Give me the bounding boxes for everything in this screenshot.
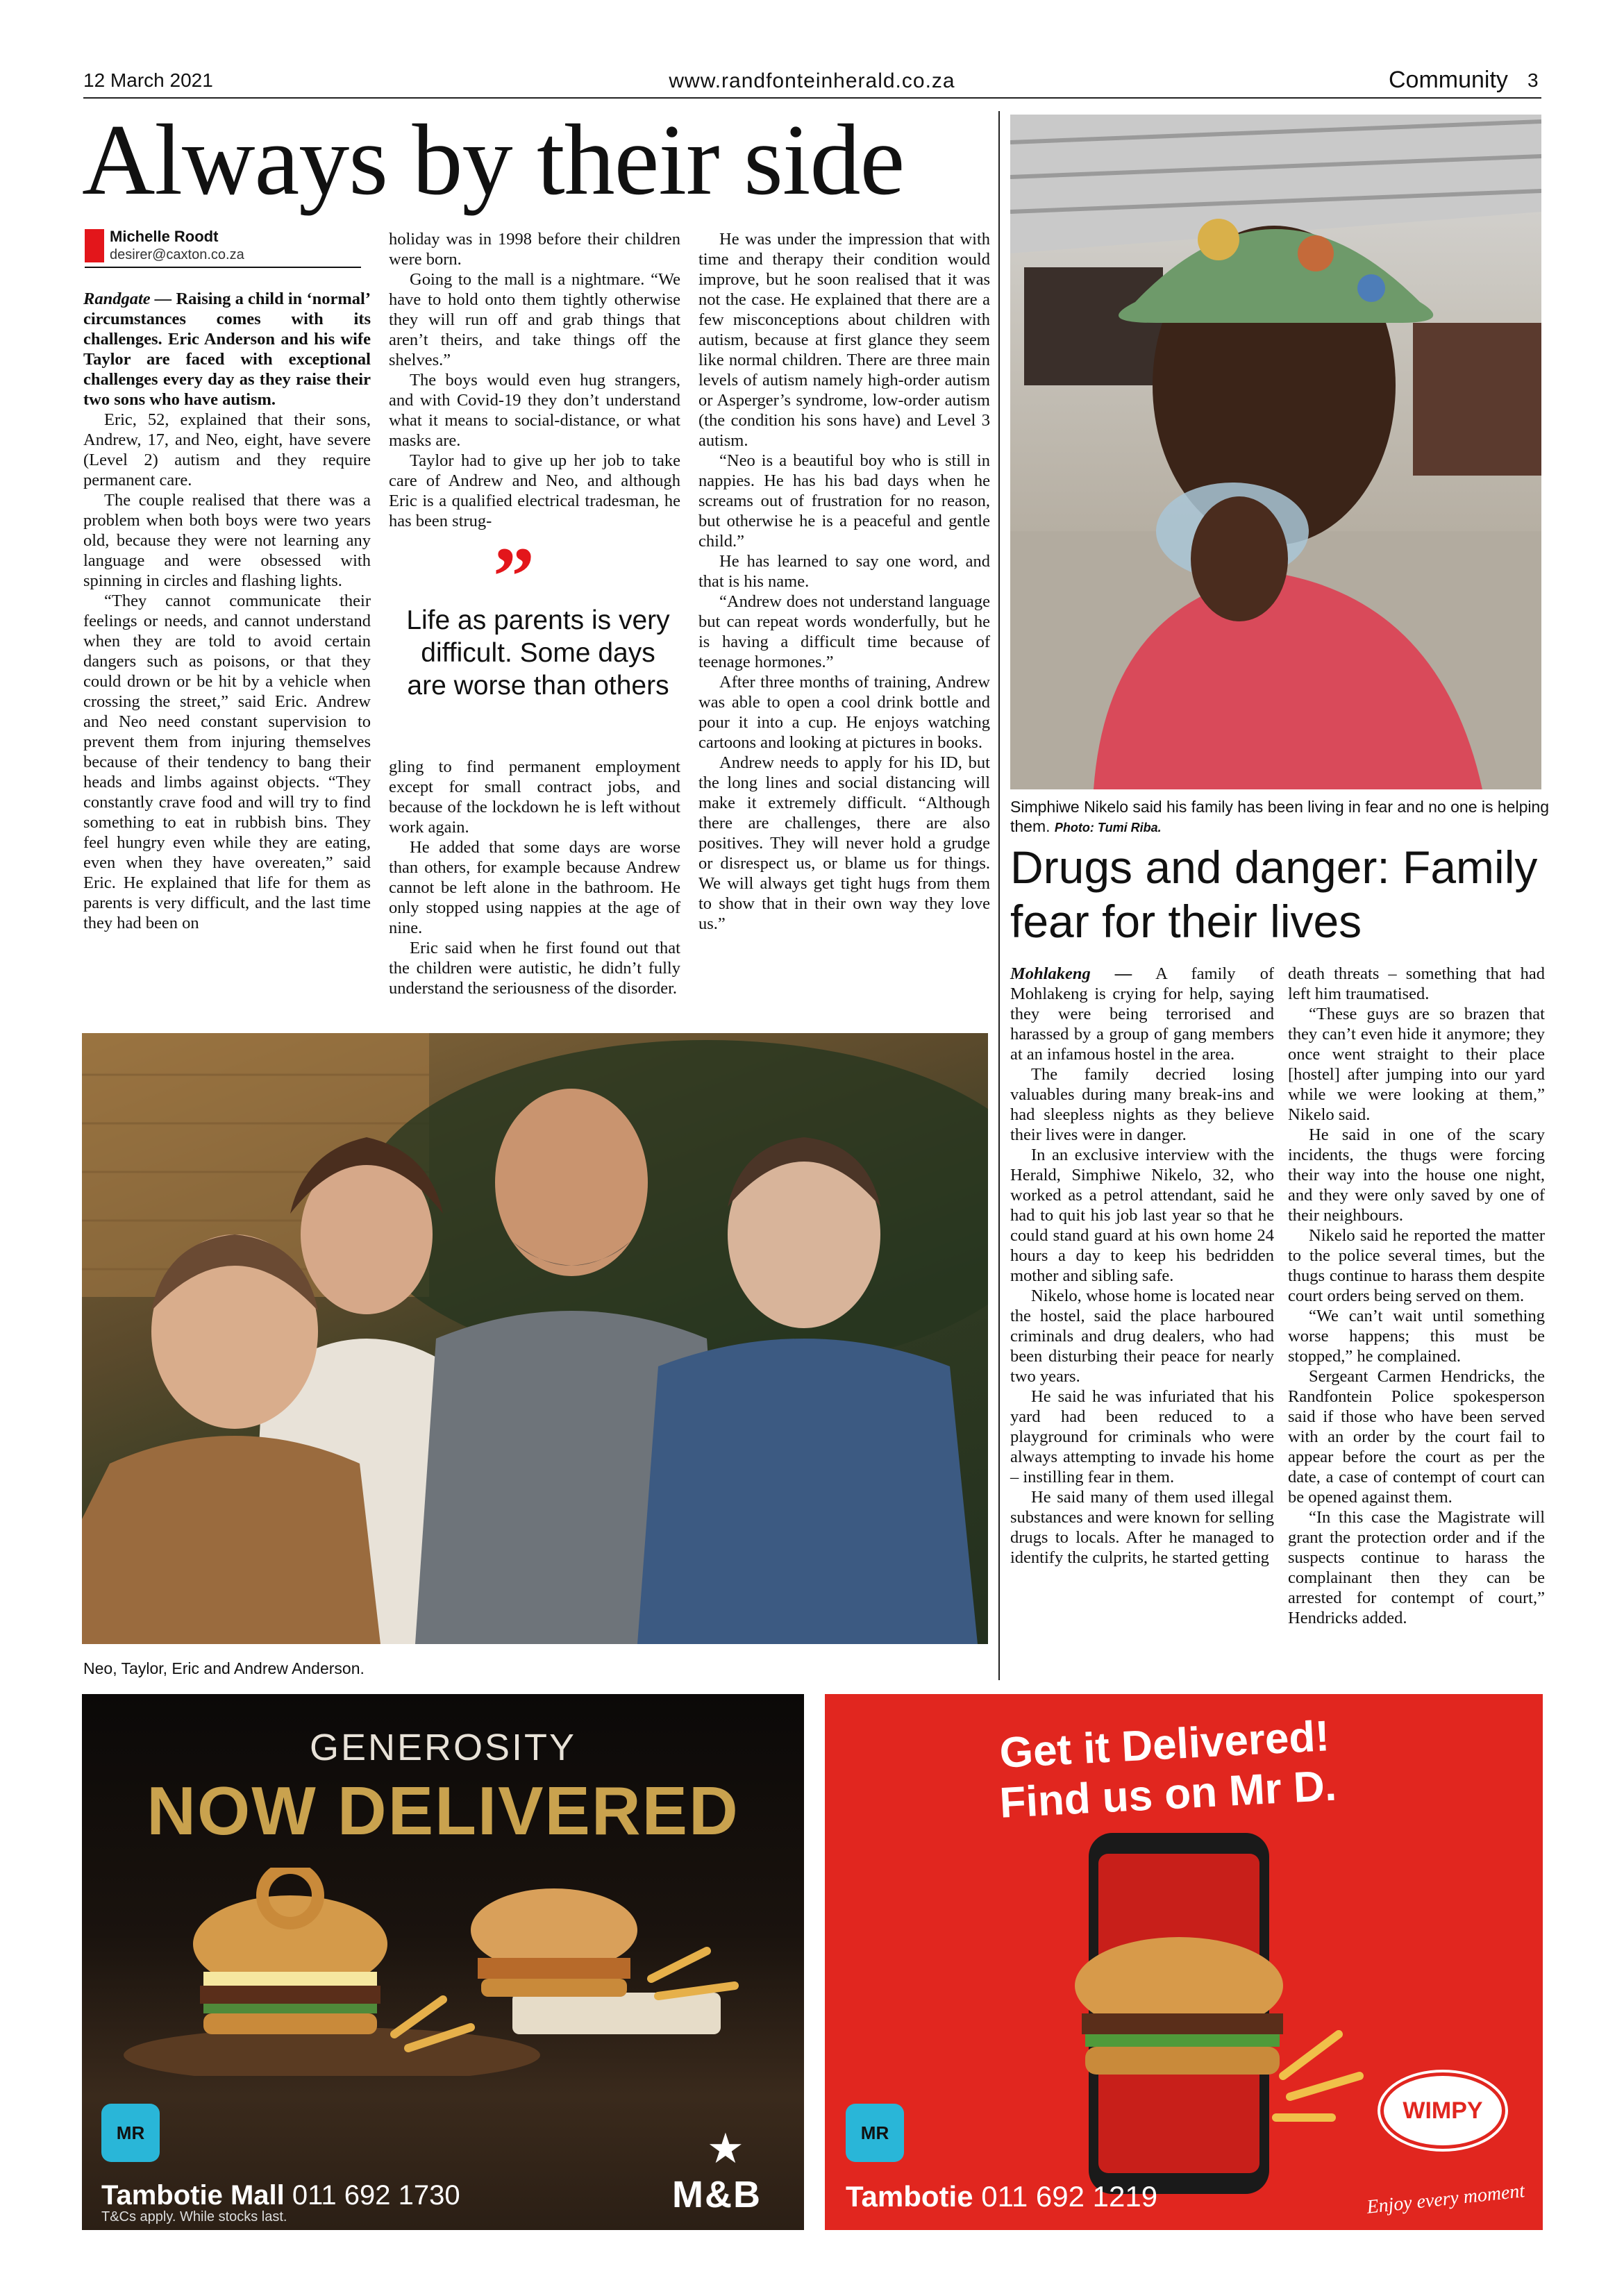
- paragraph: Eric, 52, explained that their sons, Andrew, 17, and Neo, eight, have severe (Level 2) autism and they require permanent care.: [83, 410, 371, 489]
- paragraph: The couple realised that there was a problem when both boys were two years old, because they were not learning any language and were obsessed with spinning in circles and flashing lights.: [83, 491, 371, 590]
- wimpy-advert[interactable]: [825, 1694, 1543, 2230]
- paragraph: gling to find permanent employment except for small contract jobs, and because of the lockdown he is left without work again.: [389, 757, 680, 837]
- paragraph: “These guys are so brazen that they can’t even hide it anymore; they once went straight to their place [hostel] after jumping into our yard while we were looking at them,” Nikelo said.: [1288, 1005, 1545, 1124]
- paragraph: He added that some days are worse than others, for example because Andrew cannot be left alone in the bathroom. He only stopped using nappies at the age of nine.: [389, 838, 680, 937]
- photo-credit: Photo: Tumi Riba.: [1054, 821, 1162, 835]
- mr-d-logo-icon: MR: [846, 2104, 904, 2162]
- paragraph: Going to the mall is a nightmare. “We have to hold onto them tightly otherwise they will run off and grab things that aren’t theirs, and take things off the shelves.”: [389, 270, 680, 369]
- star-icon: ★: [707, 2125, 744, 2172]
- paragraph: He said in one of the scary incidents, the thugs were forcing their way into the house one night, and they were only saved by one of their neighbours.: [1288, 1125, 1545, 1225]
- byline-rule: [85, 267, 361, 268]
- quote-mark-icon: ”: [493, 530, 535, 622]
- ad-line-2: Find us on Mr D.: [998, 1761, 1338, 1827]
- family-photo-illustration: [82, 1033, 988, 1644]
- paragraph: After three months of training, Andrew was able to open a cool drink bottle and pour it into a cup. He enjoys watching cartoons and looking at pictures in books.: [698, 673, 990, 752]
- paragraph: “They cannot communicate their feelings or needs, and cannot understand when they are told to avoid certain dangers such as poisons, or that they could drown or be hit by a vehicle when crossing the street,” said Eric. Andrew and Neo need constant supervision to prevent them from injuring themselves because of their tendency to bang their heads and limbs against objects. “They constantly crave food and will try to find something to eat in rubbish bins. They feel hungry even while they are eating, even when they have overeaten,” said Eric. He explained that life for them as parents is very difficult, and the last time they had been on: [83, 592, 371, 932]
- ad-line-1: Get it Delivered!: [998, 1712, 1331, 1777]
- paragraph: He has learned to say one word, and that is his name.: [698, 552, 990, 591]
- paragraph: “Andrew does not understand language but can repeat words wonderfully, but he is having a difficult time because of teenage hormones.”: [698, 592, 990, 671]
- paragraph: Andrew needs to apply for his ID, but the long lines and social distancing will make it extremely difficult. “Although there are challenges, there are also positives. They will never hold a grudge or disrespect us, or blame us for things. We will always get tight hugs from them to show that in their own way they love us.”: [698, 753, 990, 933]
- paragraph: He said he was infuriated that his yard had been reduced to a playground for criminals who were always attempting to invade his home – instilling fear in them.: [1010, 1387, 1274, 1486]
- mb-advert[interactable]: [82, 1694, 804, 2230]
- paragraph: He said many of them used illegal substances and were known for selling drugs to locals. After he managed to identify the culprits, he started getting: [1010, 1488, 1274, 1567]
- byline-author: Michelle Roodt: [110, 228, 219, 245]
- section-name: Community: [1389, 67, 1508, 93]
- nikelo-photo-illustration: [1010, 115, 1541, 789]
- ad-location: Tambotie: [846, 2180, 973, 2213]
- nikelo-photo: [1010, 115, 1541, 789]
- ad-contact: [101, 2180, 460, 2211]
- wimpy-tagline: Enjoy every moment: [1365, 2180, 1526, 2218]
- phone-illustration: [1075, 1826, 1366, 2215]
- paragraph: holiday was in 1998 before their children were born.: [389, 230, 680, 269]
- story1-column-2: [389, 229, 680, 531]
- paragraph: Eric said when he first found out that the children were autistic, he didn’t fully understand the seriousness of the disorder.: [389, 939, 680, 998]
- paragraph: He was under the impression that with time and therapy their condition would improve, but he soon realised that it was not the case. He explained that there are a few misconceptions about children with autism, because at first glance they seem like normal children. There are three main levels of autism namely high-order autism or Asperger’s syndrome, low-order autism (the condition his sons have) and Level 3 autism.: [698, 230, 990, 450]
- ad-phone[interactable]: 011 692 1219: [981, 2180, 1158, 2213]
- story2-lead: Mohlakeng — A family of Mohlakeng is crying for help, saying they were being terrorised and harassed by a group of gang members at an infamous hostel in the area.: [1010, 964, 1274, 1064]
- nikelo-photo-caption: Simphiwe Nikelo said his family has been living in fear and no one is helping them. Photo: Tumi Riba.: [1010, 798, 1550, 835]
- paragraph: Sergeant Carmen Hendricks, the Randfontein Police spokesperson said if those who have been served with an order by the court fail to appear before the court as per the date, a case of contempt of court can be opened against them.: [1288, 1367, 1545, 1507]
- paragraph: The family decried losing valuables during many break-ins and had sleepless nights as they believe their lives were in danger.: [1010, 1065, 1274, 1144]
- ad-location: Tambotie Mall: [101, 2180, 285, 2211]
- site-url[interactable]: www.randfonteinherald.co.za: [669, 69, 955, 92]
- ad-contact: [846, 2180, 1157, 2213]
- column-divider: [998, 111, 1000, 1680]
- story2-column-1: [1010, 964, 1274, 1568]
- burger-illustration: [82, 1868, 804, 2076]
- header-rule: [83, 97, 1541, 99]
- family-photo: [82, 1033, 988, 1644]
- byline-email[interactable]: desirer@caxton.co.za: [110, 247, 244, 262]
- story1-headline: Always by their side: [82, 103, 905, 216]
- ad-fineprint: T&Cs apply. While stocks last.: [101, 2209, 287, 2224]
- story1-column-1: [83, 289, 371, 933]
- issue-date: 12 March 2021: [83, 69, 213, 91]
- mr-d-logo-icon: MR: [101, 2104, 160, 2162]
- ad-kicker: GENEROSITY: [309, 1727, 577, 1768]
- story2-column-2: [1288, 964, 1545, 1628]
- mb-logo: M&B: [672, 2174, 762, 2215]
- paragraph: “In this case the Magistrate will grant the protection order and if the suspects continue to harass the complainant then they can be arrested for contempt of court,” Hendricks added.: [1288, 1508, 1545, 1627]
- story2-headline: Drugs and danger: Family fear for their lives: [1010, 841, 1538, 947]
- story1-lead: Randgate — Raising a child in ‘normal’ circumstances comes with its challenges. Eric Anderson and his wife Taylor are faced with exceptional challenges every day as they raise their two sons who have autism.: [83, 290, 371, 409]
- paragraph: Nikelo said he reported the matter to the police several times, but the thugs continue to harass them despite court orders being served on them.: [1288, 1226, 1545, 1305]
- wimpy-logo: WIMPY: [1380, 2072, 1505, 2149]
- paragraph: In an exclusive interview with the Herald, Simphiwe Nikelo, 32, who worked as a petrol attendant, said he had to quit his job last year so that he could stand guard at his own home 24 hours a day to keep his bedridden mother and sibling safe.: [1010, 1146, 1274, 1285]
- ad-phone[interactable]: 011 692 1730: [292, 2180, 460, 2211]
- pull-quote: Life as parents is very difficult. Some days are worse than others: [406, 605, 670, 701]
- paragraph: The boys would even hug strangers, and with Covid-19 they don’t understand what it means to social-distance, or what masks are.: [389, 371, 680, 450]
- byline-accent: [85, 229, 104, 262]
- ad-headline: NOW DELIVERED: [147, 1773, 739, 1849]
- story1-column-3: [698, 229, 990, 934]
- story1-column-2-continued: [389, 757, 680, 998]
- paragraph: death threats – something that had left him traumatised.: [1288, 964, 1545, 1003]
- family-photo-caption: Neo, Taylor, Eric and Andrew Anderson.: [83, 1659, 365, 1677]
- paragraph: Taylor had to give up her job to take care of Andrew and Neo, and although Eric is a qualified electrical tradesman, he has been strug-: [389, 451, 680, 530]
- paragraph: Nikelo, whose home is located near the hostel, said the place harboured criminals and drug dealers, who had been disturbing their peace for nearly two years.: [1010, 1287, 1274, 1386]
- page-number: 3: [1527, 69, 1539, 91]
- paragraph: “We can’t wait until something worse happens; this must be stopped,” he complained.: [1288, 1307, 1545, 1366]
- paragraph: “Neo is a beautiful boy who is still in nappies. He has his bad days when he screams out of frustration for no reason, but otherwise he is a peaceful and gentle child.”: [698, 451, 990, 551]
